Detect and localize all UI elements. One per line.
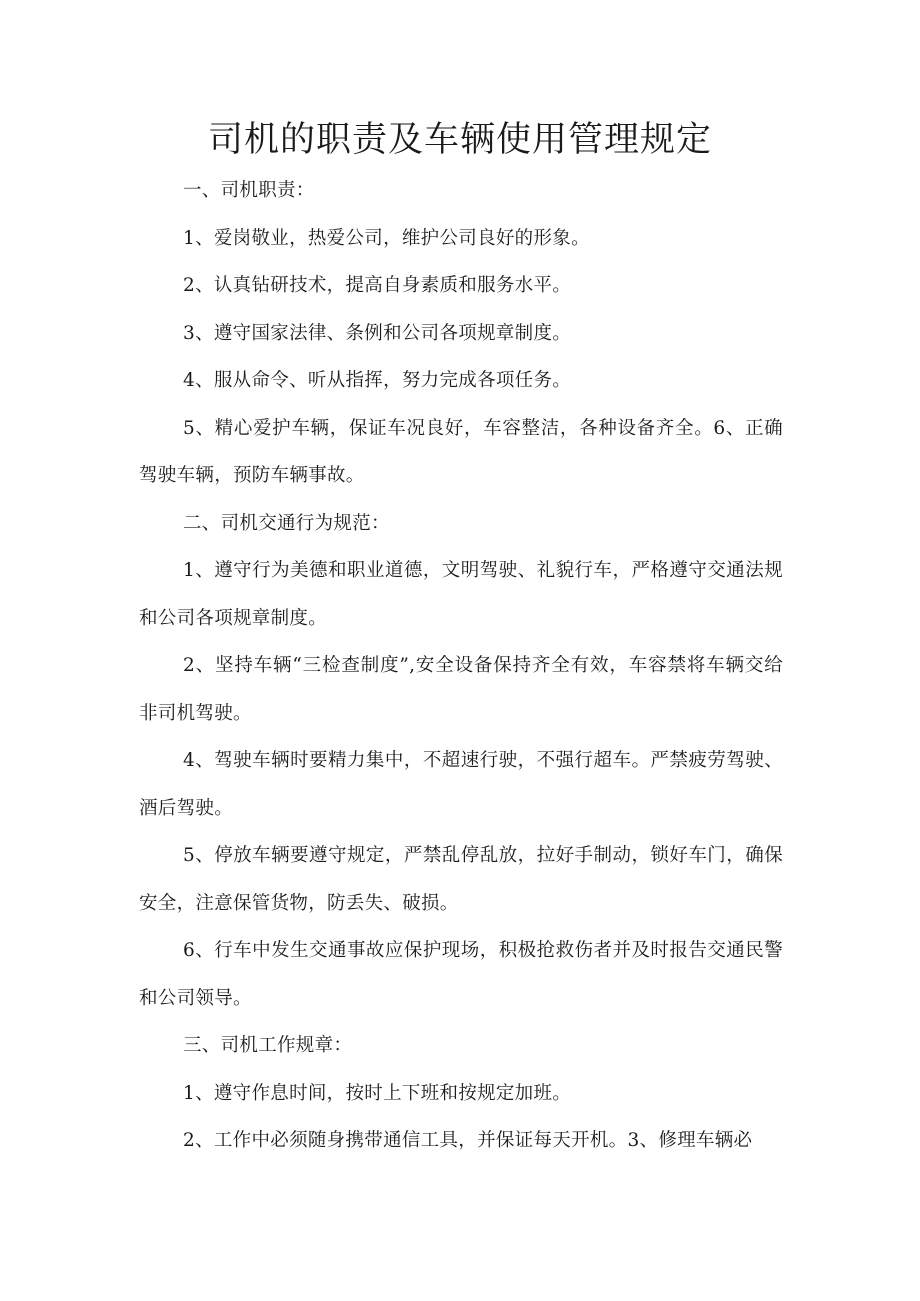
paragraph: 5、精心爱护车辆，保证车况良好，车容整洁，各种设备齐全。6、正确驾驶车辆，预防车辆事故。	[139, 417, 783, 486]
paragraph: 2、认真钻研技术，提高自身素质和服务水平。	[183, 275, 572, 296]
paragraph: 5、停放车辆要遵守规定，严禁乱停乱放，拉好手制动，锁好车门，确保安全，注意保管货物，防丢失、破损。	[139, 845, 783, 914]
paragraph: 4、服从命令、听从指挥，努力完成各项任务。	[183, 370, 572, 391]
document-body	[139, 167, 783, 1165]
section-heading-traffic: 二、司机交通行为规范：	[183, 512, 390, 534]
paragraph: 6、行车中发生交通事故应保护现场，积极抢救伤者并及时报告交通民警和公司领导。	[139, 940, 783, 1009]
paragraph: 3、遵守国家法律、条例和公司各项规章制度。	[183, 322, 572, 344]
paragraph: 2、工作中必须随身携带通信工具，并保证每天开机。3、修理车辆必	[183, 1130, 753, 1151]
section-heading-duties: 一、司机职责：	[183, 180, 315, 201]
paragraph: 4、驾驶车辆时要精力集中，不超速行驶，不强行超车。严禁疲劳驾驶、酒后驾驶。	[139, 750, 783, 819]
paragraph: 1、遵守作息时间，按时上下班和按规定加班。	[183, 1082, 572, 1104]
paragraph: 1、爱岗敬业，热爱公司，维护公司良好的形象。	[183, 227, 590, 249]
paragraph: 1、遵守行为美德和职业道德，文明驾驶、礼貌行车，严格遵守交通法规和公司各项规章制度。	[139, 560, 783, 629]
section-heading-work-rules: 三、司机工作规章：	[183, 1035, 353, 1056]
paragraph: 2、坚持车辆“三检查制度”,安全设备保持齐全有效，车容禁将车辆交给非司机驾驶。	[139, 655, 783, 724]
document-title: 司机的职责及车辆使用管理规定	[207, 120, 712, 160]
